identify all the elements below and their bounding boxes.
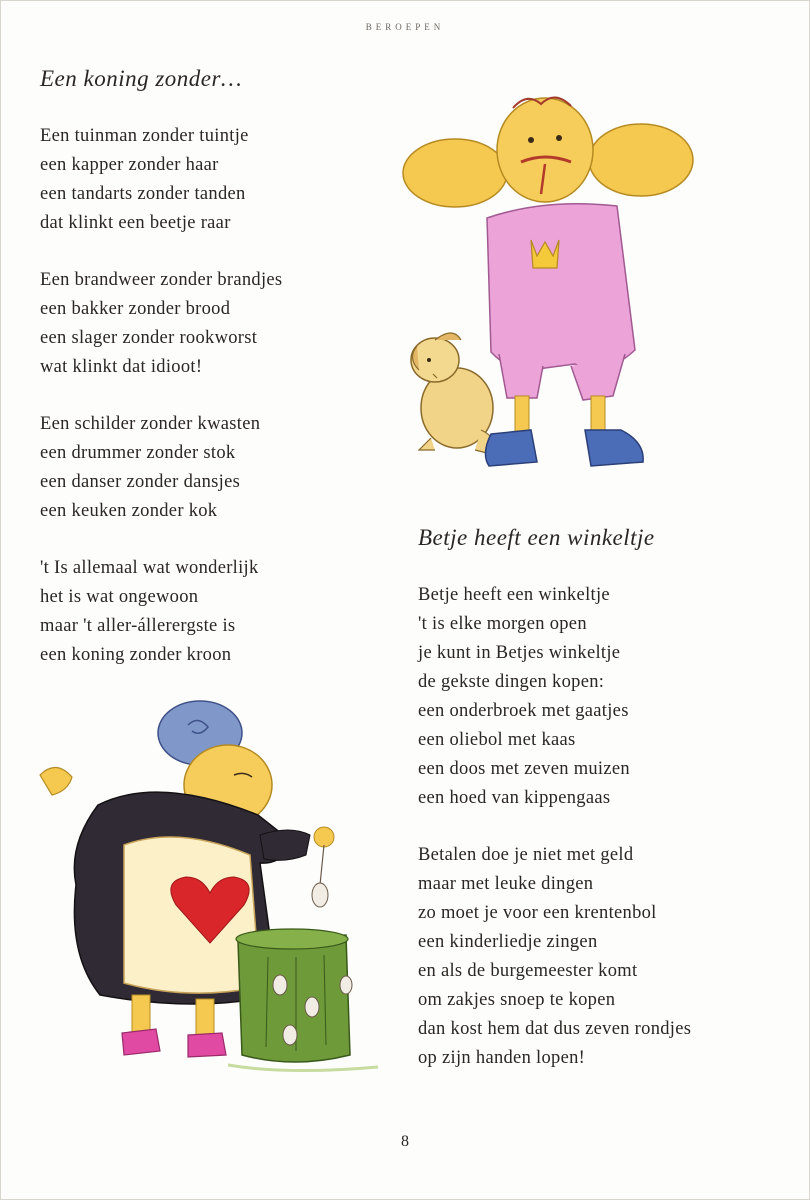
poem-line: een onderbroek met gaatjes: [418, 701, 629, 721]
poem-title: Betje heeft een winkeltje: [418, 525, 655, 550]
poem-title: Een koning zonder…: [40, 66, 242, 91]
poem-line: om zakjes snoep te kopen: [418, 990, 616, 1010]
poem-line: een koning zonder kroon: [40, 645, 232, 665]
poem-line: het is wat ongewoon: [40, 587, 199, 607]
running-header: BEROEPEN: [365, 22, 445, 32]
poem-line: een bakker zonder brood: [40, 299, 231, 319]
poem-line: Betje heeft een winkeltje: [418, 585, 610, 605]
stanza: [40, 410, 360, 526]
stanza: [40, 554, 360, 670]
dog-drawing: [411, 333, 493, 454]
poem-line: maar met leuke dingen: [418, 874, 594, 894]
shopkeeper-illustration: [28, 695, 388, 1085]
poem-line: een hoed van kippengaas: [418, 788, 611, 808]
poem-line: je kunt in Betjes winkeltje: [418, 643, 621, 663]
stanza: [40, 266, 360, 382]
poem-line: op zijn handen lopen!: [418, 1048, 586, 1068]
poem-line: een oliebol met kaas: [418, 730, 576, 750]
poem-een-koning-zonder: [40, 66, 360, 670]
poem-line: de gekste dingen kopen:: [418, 672, 605, 692]
stanza: [418, 841, 778, 1073]
poem-line: wat klinkt dat idioot!: [40, 357, 203, 377]
stanza: [40, 122, 360, 238]
stanza: [418, 581, 778, 813]
poem-line: een doos met zeven muizen: [418, 759, 630, 779]
poem-line: een keuken zonder kok: [40, 501, 218, 521]
poem-line: dan kost hem dat dus zeven rondjes: [418, 1019, 692, 1039]
poem-line: Een schilder zonder kwasten: [40, 414, 261, 434]
poem-line: een kinderliedje zingen: [418, 932, 598, 952]
king-illustration: [395, 78, 705, 488]
poem-line: en als de burgemeester komt: [418, 961, 638, 981]
poem-line: een slager zonder rookworst: [40, 328, 258, 348]
poem-line: een danser zonder dansjes: [40, 472, 241, 492]
poem-line: zo moet je voor een krentenbol: [418, 903, 657, 923]
poem-betje-heeft-een-winkeltje: [418, 525, 778, 1073]
poem-body: [418, 581, 778, 1073]
poem-line: dat klinkt een beetje raar: [40, 213, 231, 233]
poem-line: Een tuinman zonder tuintje: [40, 126, 249, 146]
poem-line: een drummer zonder stok: [40, 443, 236, 463]
poem-line: een kapper zonder haar: [40, 155, 219, 175]
bin-with-mice-drawing: [228, 929, 378, 1071]
poem-body: [40, 122, 360, 670]
poem-line: 't Is allemaal wat wonderlijk: [40, 558, 259, 578]
poem-line: een tandarts zonder tanden: [40, 184, 246, 204]
page-number: 8: [401, 1133, 409, 1150]
poem-line: 't is elke morgen open: [418, 614, 587, 634]
poem-line: Een brandweer zonder brandjes: [40, 270, 283, 290]
poem-line: Betalen doe je niet met geld: [418, 845, 634, 865]
poem-line: maar 't aller-állerergste is: [40, 616, 236, 636]
